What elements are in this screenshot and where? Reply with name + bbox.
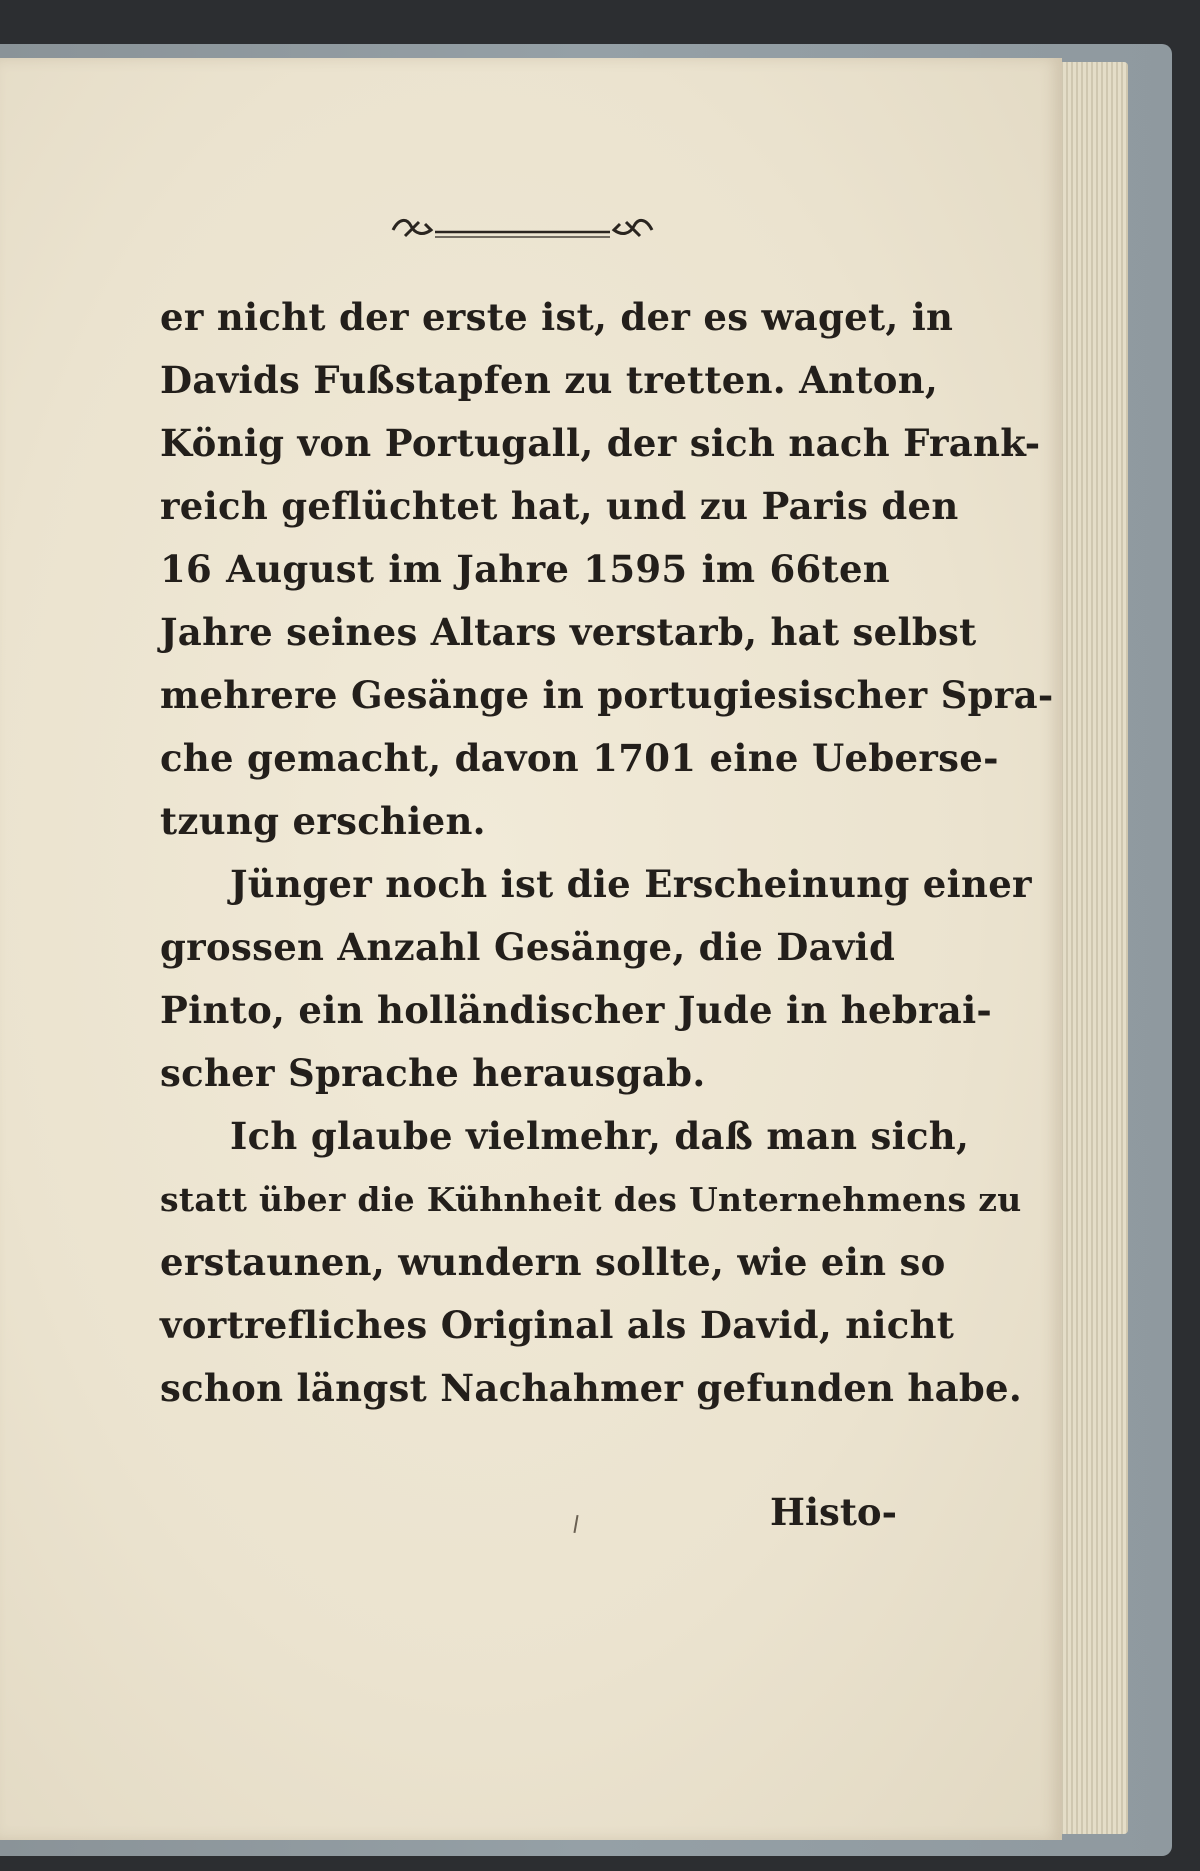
text-line: schon längst Nachahmer gefunden habe. bbox=[160, 1366, 1023, 1410]
text-line: scher Sprache herausgab. bbox=[160, 1051, 706, 1095]
text-line: che gemacht, davon 1701 eine Ueberse- bbox=[160, 736, 999, 780]
text-line: statt über die Kühnheit des Unternehmens zu bbox=[160, 1180, 1022, 1219]
text-line: erstaunen, wundern sollte, wie ein so bbox=[160, 1240, 946, 1284]
text-line: reich geflüchtet hat, und zu Paris den bbox=[160, 484, 959, 528]
text-line: König von Portugall, der sich nach Frank- bbox=[160, 421, 1041, 465]
text-line: Jünger noch ist die Erscheinung einer bbox=[230, 862, 1032, 906]
text-line: Davids Fußstapfen zu tretten. Anton, bbox=[160, 358, 939, 402]
text-line: Pinto, ein holländischer Jude in hebrai- bbox=[160, 988, 993, 1032]
page-text bbox=[160, 286, 1054, 1420]
text-line: vortrefliches Original als David, nicht bbox=[160, 1303, 955, 1347]
text-line: er nicht der erste ist, der es waget, in bbox=[160, 295, 954, 339]
header-ornament bbox=[385, 210, 660, 250]
text-line: tzung erschien. bbox=[160, 799, 486, 843]
text-line: mehrere Gesänge in portugiesischer Spra- bbox=[160, 673, 1054, 717]
text-line: Jahre seines Altars verstarb, hat selbst bbox=[160, 610, 977, 654]
text-line: 16 August im Jahre 1595 im 66ten bbox=[160, 547, 890, 591]
text-line: Ich glaube vielmehr, daß man sich, bbox=[230, 1114, 970, 1158]
text-line: grossen Anzahl Gesänge, die David bbox=[160, 925, 896, 969]
page-edges bbox=[1058, 62, 1128, 1834]
catchword: Histo- bbox=[770, 1490, 897, 1534]
